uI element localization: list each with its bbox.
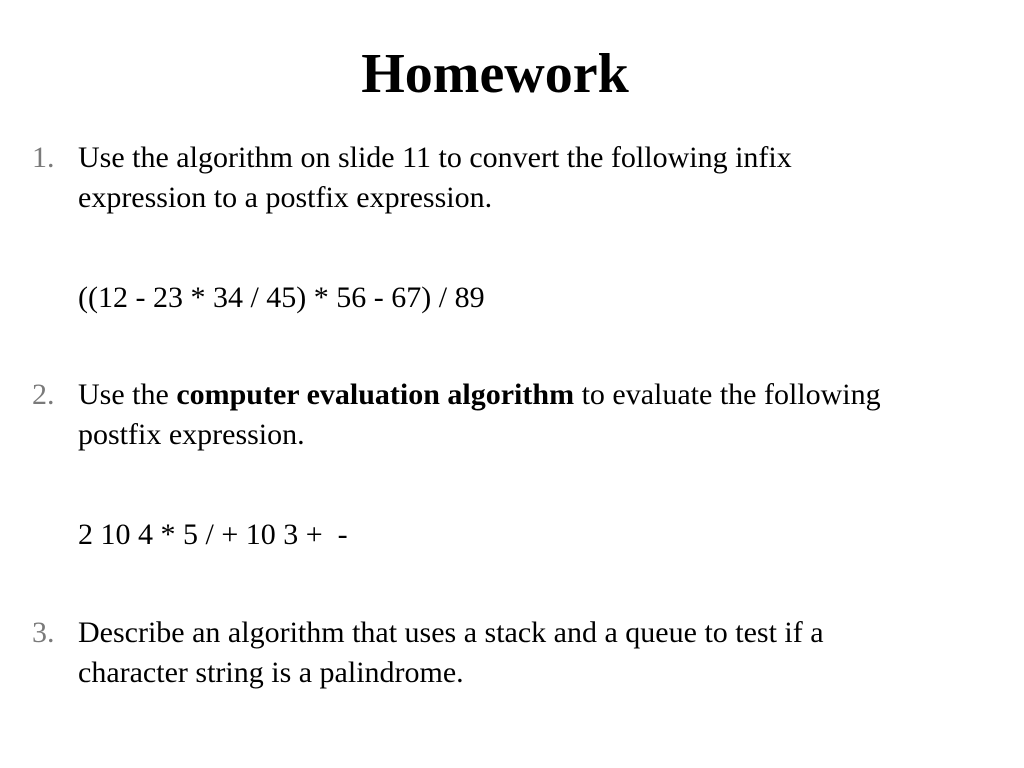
item-line-text: to evaluate the following [574, 378, 881, 411]
item-number: 3. [32, 616, 55, 649]
slide-title: Homework [361, 43, 629, 105]
postfix-expression: 2 10 4 * 5 / + 10 3 + - [78, 518, 348, 551]
item-line-text: Use the [78, 378, 177, 411]
infix-expression: ((12 - 23 * 34 / 45) * 56 - 67) / 89 [78, 281, 485, 314]
item-number: 1. [32, 141, 55, 174]
item-text [78, 138, 1008, 218]
item-line: Use the algorithm on slide 11 to convert the following infix [78, 141, 792, 174]
item-line: Describe an algorithm that uses a stack and a queue to test if a [78, 616, 824, 649]
item-text [78, 375, 1008, 455]
item-line: postfix expression. [78, 418, 305, 451]
item-line: character string is a palindrome. [78, 656, 464, 689]
emphasis-text: computer evaluation algorithm [176, 378, 575, 411]
item-line [78, 375, 1008, 415]
item-number: 2. [32, 378, 55, 411]
item-line: expression to a postfix expression. [78, 181, 493, 214]
item-text [78, 613, 1008, 693]
